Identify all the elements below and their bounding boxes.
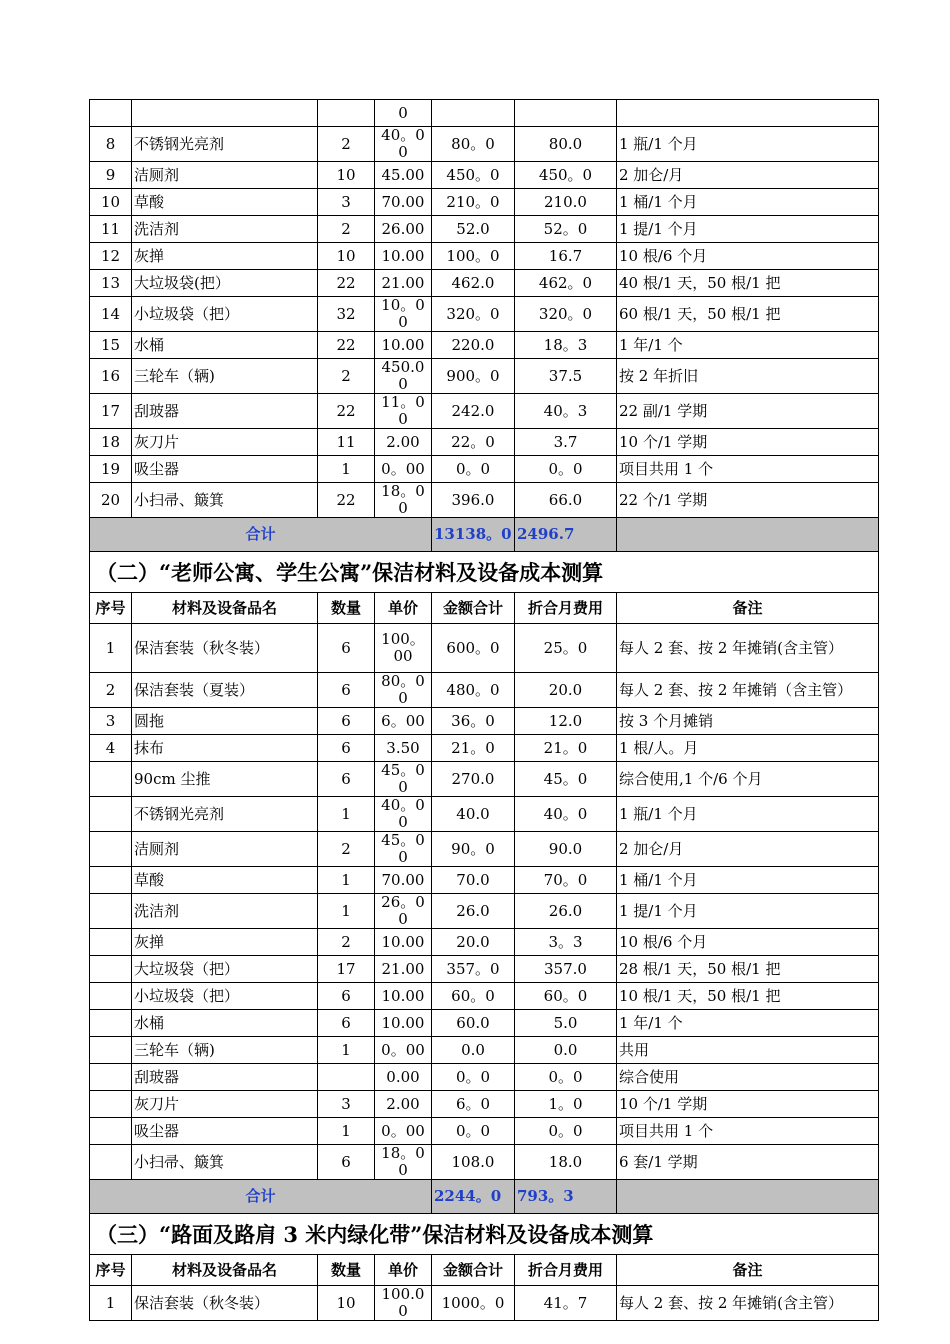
- table-row: [90, 1037, 879, 1064]
- item-amount: 220.0: [432, 332, 515, 359]
- item-unit-price: 21.00: [375, 956, 432, 983]
- column-header-qty: 数量: [318, 593, 375, 624]
- row-number: 10: [90, 189, 132, 216]
- item-unit-price: 26。00: [375, 894, 432, 929]
- table-row: [90, 1010, 879, 1037]
- row-number: 14: [90, 297, 132, 332]
- total-monthly-cost: 2496.7: [515, 518, 617, 552]
- row-number: [90, 983, 132, 1010]
- item-amount: 26.0: [432, 894, 515, 929]
- item-name: 灰刀片: [132, 1091, 318, 1118]
- item-monthly-cost: [515, 100, 617, 127]
- row-number: 15: [90, 332, 132, 359]
- item-quantity: 11: [318, 429, 375, 456]
- item-unit-price: 21.00: [375, 270, 432, 297]
- item-quantity: 1: [318, 797, 375, 832]
- item-name: 灰刀片: [132, 429, 318, 456]
- row-number: 3: [90, 708, 132, 735]
- item-monthly-cost: 21。0: [515, 735, 617, 762]
- item-note: 10 个/1 学期: [617, 1091, 879, 1118]
- row-number: 18: [90, 429, 132, 456]
- table-body: [90, 100, 879, 1321]
- item-name: 吸尘器: [132, 1118, 318, 1145]
- item-monthly-cost: 5.0: [515, 1010, 617, 1037]
- item-amount: 90。0: [432, 832, 515, 867]
- item-monthly-cost: 12.0: [515, 708, 617, 735]
- item-name: 小扫帚、簸箕: [132, 483, 318, 518]
- column-header-name: 材料及设备品名: [132, 593, 318, 624]
- item-amount: 52.0: [432, 216, 515, 243]
- item-note: 2 加仑/月: [617, 832, 879, 867]
- item-name: 保洁套装（秋冬装）: [132, 624, 318, 673]
- row-number: [90, 797, 132, 832]
- item-amount: 900。0: [432, 359, 515, 394]
- item-unit-price: 10.00: [375, 1010, 432, 1037]
- item-quantity: 2: [318, 832, 375, 867]
- item-unit-price: 45.00: [375, 162, 432, 189]
- item-amount: 60.0: [432, 1010, 515, 1037]
- item-amount: 100。0: [432, 243, 515, 270]
- row-number: [90, 762, 132, 797]
- row-number: 19: [90, 456, 132, 483]
- item-unit-price: 45。00: [375, 762, 432, 797]
- item-amount: 450。0: [432, 162, 515, 189]
- row-number: [90, 1037, 132, 1064]
- item-monthly-cost: 18。3: [515, 332, 617, 359]
- total-label: 合计: [90, 518, 432, 552]
- item-monthly-cost: 60。0: [515, 983, 617, 1010]
- row-number: 12: [90, 243, 132, 270]
- item-amount: 108.0: [432, 1145, 515, 1180]
- item-note: 28 根/1 天，50 根/1 把: [617, 956, 879, 983]
- section-title: （三）“路面及路肩 3 米内绿化带”保洁材料及设备成本测算: [90, 1214, 879, 1255]
- section-title-row-2: [90, 552, 879, 593]
- item-note: 每人 2 套、按 2 年摊销(含主管）: [617, 1286, 879, 1321]
- row-number: 1: [90, 624, 132, 673]
- table-row: [90, 673, 879, 708]
- item-monthly-cost: 0.0: [515, 1037, 617, 1064]
- item-monthly-cost: 0。0: [515, 1064, 617, 1091]
- item-amount: 210。0: [432, 189, 515, 216]
- column-header-note: 备注: [617, 1255, 879, 1286]
- column-header-qty: 数量: [318, 1255, 375, 1286]
- item-name: 草酸: [132, 867, 318, 894]
- table-row: [90, 189, 879, 216]
- item-monthly-cost: 20.0: [515, 673, 617, 708]
- table-row: [90, 1286, 879, 1321]
- item-name: 洁厕剂: [132, 162, 318, 189]
- item-note: 1 桶/1 个月: [617, 189, 879, 216]
- item-amount: 396.0: [432, 483, 515, 518]
- item-note: 综合使用,1 个/6 个月: [617, 762, 879, 797]
- row-number: [90, 867, 132, 894]
- item-monthly-cost: 25。0: [515, 624, 617, 673]
- item-note: 每人 2 套、按 2 年摊销(含主管）: [617, 624, 879, 673]
- item-name: 圆拖: [132, 708, 318, 735]
- section-title-row-3: [90, 1214, 879, 1255]
- item-monthly-cost: 462。0: [515, 270, 617, 297]
- item-quantity: 6: [318, 983, 375, 1010]
- item-name: 保洁套装（夏装）: [132, 673, 318, 708]
- item-name: 灰掸: [132, 243, 318, 270]
- item-monthly-cost: 1。0: [515, 1091, 617, 1118]
- item-name: 刮玻器: [132, 394, 318, 429]
- item-note: 1 瓶/1 个月: [617, 797, 879, 832]
- table-row: [90, 332, 879, 359]
- item-quantity: 22: [318, 332, 375, 359]
- item-quantity: 6: [318, 735, 375, 762]
- item-amount: 22。0: [432, 429, 515, 456]
- item-quantity: 6: [318, 762, 375, 797]
- item-amount: 6。0: [432, 1091, 515, 1118]
- item-note: 60 根/1 天，50 根/1 把: [617, 297, 879, 332]
- item-amount: 462.0: [432, 270, 515, 297]
- row-number: [90, 1145, 132, 1180]
- item-name: 洗洁剂: [132, 894, 318, 929]
- item-note: 项目共用 1 个: [617, 456, 879, 483]
- item-quantity: 10: [318, 243, 375, 270]
- item-unit-price: 40。00: [375, 127, 432, 162]
- item-monthly-cost: 66.0: [515, 483, 617, 518]
- item-monthly-cost: 18.0: [515, 1145, 617, 1180]
- item-amount: [432, 100, 515, 127]
- table-row: [90, 1118, 879, 1145]
- table-row: [90, 762, 879, 797]
- item-monthly-cost: 90.0: [515, 832, 617, 867]
- item-amount: 1000。0: [432, 1286, 515, 1321]
- item-amount: 21。0: [432, 735, 515, 762]
- item-name: 不锈钢光亮剂: [132, 797, 318, 832]
- item-name: 水桶: [132, 332, 318, 359]
- item-name: 灰掸: [132, 929, 318, 956]
- table-row: [90, 624, 879, 673]
- row-number: [90, 1010, 132, 1037]
- item-quantity: 6: [318, 624, 375, 673]
- column-header-monthly: 折合月费用: [515, 1255, 617, 1286]
- row-number: [90, 956, 132, 983]
- row-number: 1: [90, 1286, 132, 1321]
- row-number: 9: [90, 162, 132, 189]
- item-monthly-cost: 52。0: [515, 216, 617, 243]
- table-row: [90, 735, 879, 762]
- item-quantity: 2: [318, 929, 375, 956]
- item-quantity: 10: [318, 1286, 375, 1321]
- item-unit-price: 0。00: [375, 1037, 432, 1064]
- item-unit-price: 6。00: [375, 708, 432, 735]
- item-unit-price: 10.00: [375, 983, 432, 1010]
- item-note: 10 根/6 个月: [617, 243, 879, 270]
- item-monthly-cost: 210.0: [515, 189, 617, 216]
- item-unit-price: 10.00: [375, 243, 432, 270]
- item-quantity: 22: [318, 483, 375, 518]
- item-note: 1 根/人。月: [617, 735, 879, 762]
- item-note: 10 根/1 天，50 根/1 把: [617, 983, 879, 1010]
- total-monthly-cost: 793。3: [515, 1180, 617, 1214]
- item-monthly-cost: 320。0: [515, 297, 617, 332]
- column-header-note: 备注: [617, 593, 879, 624]
- item-amount: 20.0: [432, 929, 515, 956]
- item-quantity: 10: [318, 162, 375, 189]
- total-label: 合计: [90, 1180, 432, 1214]
- table-row: [90, 270, 879, 297]
- item-quantity: 6: [318, 1145, 375, 1180]
- item-amount: 70.0: [432, 867, 515, 894]
- row-number: [90, 100, 132, 127]
- item-monthly-cost: 37.5: [515, 359, 617, 394]
- table-row: [90, 297, 879, 332]
- item-name: 三轮车（辆): [132, 1037, 318, 1064]
- column-header-amount: 金额合计: [432, 593, 515, 624]
- item-unit-price: 18。00: [375, 1145, 432, 1180]
- table-row: [90, 243, 879, 270]
- item-amount: 270.0: [432, 762, 515, 797]
- row-number: [90, 1091, 132, 1118]
- item-name: 大垃圾袋（把）: [132, 956, 318, 983]
- item-quantity: [318, 1064, 375, 1091]
- item-unit-price: 40。00: [375, 797, 432, 832]
- row-number: 4: [90, 735, 132, 762]
- item-quantity: 6: [318, 708, 375, 735]
- item-note: 22 副/1 学期: [617, 394, 879, 429]
- item-quantity: 1: [318, 456, 375, 483]
- row-number: [90, 1118, 132, 1145]
- item-note: [617, 100, 879, 127]
- item-note: 每人 2 套、按 2 年摊销（含主管）: [617, 673, 879, 708]
- table-row: [90, 708, 879, 735]
- item-amount: 320。0: [432, 297, 515, 332]
- item-note: 项目共用 1 个: [617, 1118, 879, 1145]
- item-monthly-cost: 41。7: [515, 1286, 617, 1321]
- item-name: 洗洁剂: [132, 216, 318, 243]
- item-unit-price: 100。00: [375, 624, 432, 673]
- item-unit-price: 10.00: [375, 929, 432, 956]
- column-header-no: 序号: [90, 593, 132, 624]
- item-amount: 0。0: [432, 1064, 515, 1091]
- item-name: 草酸: [132, 189, 318, 216]
- item-monthly-cost: 45。0: [515, 762, 617, 797]
- item-note: 1 提/1 个月: [617, 216, 879, 243]
- item-unit-price: 2.00: [375, 1091, 432, 1118]
- item-monthly-cost: 3。3: [515, 929, 617, 956]
- item-monthly-cost: 80.0: [515, 127, 617, 162]
- row-number: [90, 1064, 132, 1091]
- item-name: 保洁套装（秋冬装）: [132, 1286, 318, 1321]
- row-number: [90, 929, 132, 956]
- item-note: 共用: [617, 1037, 879, 1064]
- table-row: [90, 456, 879, 483]
- total-amount: 13138。0: [432, 518, 515, 552]
- item-unit-price: 0。00: [375, 1118, 432, 1145]
- item-quantity: 17: [318, 956, 375, 983]
- table-row: [90, 162, 879, 189]
- row-number: 16: [90, 359, 132, 394]
- item-unit-price: 3.50: [375, 735, 432, 762]
- item-unit-price: 2.00: [375, 429, 432, 456]
- item-amount: 36。0: [432, 708, 515, 735]
- item-note: 10 根/6 个月: [617, 929, 879, 956]
- item-quantity: 32: [318, 297, 375, 332]
- total-note-empty: [617, 518, 879, 552]
- table-row: [90, 100, 879, 127]
- item-amount: 40.0: [432, 797, 515, 832]
- table-row: [90, 1064, 879, 1091]
- item-note: 2 加仑/月: [617, 162, 879, 189]
- item-name: 洁厕剂: [132, 832, 318, 867]
- item-quantity: 2: [318, 127, 375, 162]
- total-row: [90, 1180, 879, 1214]
- item-name: 三轮车（辆): [132, 359, 318, 394]
- item-unit-price: 450.00: [375, 359, 432, 394]
- item-name: [132, 100, 318, 127]
- item-note: 按 3 个月摊销: [617, 708, 879, 735]
- item-amount: 600。0: [432, 624, 515, 673]
- row-number: 2: [90, 673, 132, 708]
- table-header-row: [90, 593, 879, 624]
- item-monthly-cost: 3.7: [515, 429, 617, 456]
- row-number: 17: [90, 394, 132, 429]
- item-name: 小垃圾袋（把）: [132, 297, 318, 332]
- item-quantity: 6: [318, 1010, 375, 1037]
- item-monthly-cost: 16.7: [515, 243, 617, 270]
- cost-document: [89, 99, 878, 1321]
- item-quantity: 1: [318, 1118, 375, 1145]
- table-header-row: [90, 1255, 879, 1286]
- item-name: 小扫帚、簸箕: [132, 1145, 318, 1180]
- item-monthly-cost: 357.0: [515, 956, 617, 983]
- item-note: 1 年/1 个: [617, 332, 879, 359]
- item-unit-price: 10.00: [375, 332, 432, 359]
- item-note: 1 桶/1 个月: [617, 867, 879, 894]
- item-amount: 80。0: [432, 127, 515, 162]
- item-monthly-cost: 450。0: [515, 162, 617, 189]
- item-name: 小垃圾袋（把）: [132, 983, 318, 1010]
- row-number: 13: [90, 270, 132, 297]
- column-header-name: 材料及设备品名: [132, 1255, 318, 1286]
- item-unit-price: 26.00: [375, 216, 432, 243]
- item-monthly-cost: 40。0: [515, 797, 617, 832]
- item-unit-price: 45。00: [375, 832, 432, 867]
- item-name: 吸尘器: [132, 456, 318, 483]
- item-monthly-cost: 26.0: [515, 894, 617, 929]
- total-note-empty: [617, 1180, 879, 1214]
- item-name: 不锈钢光亮剂: [132, 127, 318, 162]
- item-unit-price: 100.00: [375, 1286, 432, 1321]
- table-row: [90, 483, 879, 518]
- item-name: 抹布: [132, 735, 318, 762]
- item-monthly-cost: 40。3: [515, 394, 617, 429]
- item-amount: 0.0: [432, 1037, 515, 1064]
- item-unit-price: 70.00: [375, 867, 432, 894]
- column-header-price: 单价: [375, 1255, 432, 1286]
- item-unit-price: 70.00: [375, 189, 432, 216]
- item-quantity: 6: [318, 673, 375, 708]
- table-row: [90, 127, 879, 162]
- row-number: 11: [90, 216, 132, 243]
- item-monthly-cost: 70。0: [515, 867, 617, 894]
- item-quantity: 22: [318, 270, 375, 297]
- column-header-price: 单价: [375, 593, 432, 624]
- item-quantity: 22: [318, 394, 375, 429]
- item-note: 22 个/1 学期: [617, 483, 879, 518]
- item-note: 1 年/1 个: [617, 1010, 879, 1037]
- item-unit-price: 11。00: [375, 394, 432, 429]
- item-quantity: 2: [318, 216, 375, 243]
- item-name: 水桶: [132, 1010, 318, 1037]
- item-unit-price: 80。00: [375, 673, 432, 708]
- row-number: [90, 894, 132, 929]
- table-row: [90, 832, 879, 867]
- table-row: [90, 394, 879, 429]
- item-note: 1 瓶/1 个月: [617, 127, 879, 162]
- item-note: 综合使用: [617, 1064, 879, 1091]
- item-unit-price: 0。00: [375, 456, 432, 483]
- column-header-no: 序号: [90, 1255, 132, 1286]
- item-note: 6 套/1 学期: [617, 1145, 879, 1180]
- table-row: [90, 929, 879, 956]
- item-monthly-cost: 0。0: [515, 456, 617, 483]
- item-amount: 0。0: [432, 456, 515, 483]
- item-amount: 480。0: [432, 673, 515, 708]
- item-quantity: 3: [318, 1091, 375, 1118]
- item-quantity: 1: [318, 894, 375, 929]
- table-row: [90, 429, 879, 456]
- item-amount: 0。0: [432, 1118, 515, 1145]
- item-unit-price: 0.00: [375, 1064, 432, 1091]
- table-row: [90, 216, 879, 243]
- item-unit-price: 10。00: [375, 297, 432, 332]
- total-row: [90, 518, 879, 552]
- item-quantity: [318, 100, 375, 127]
- item-note: 按 2 年折旧: [617, 359, 879, 394]
- item-name: 大垃圾袋(把）: [132, 270, 318, 297]
- section-title: （二）“老师公寓、学生公寓”保洁材料及设备成本测算: [90, 552, 879, 593]
- row-number: 20: [90, 483, 132, 518]
- table-row: [90, 1091, 879, 1118]
- table-row: [90, 359, 879, 394]
- item-monthly-cost: 0。0: [515, 1118, 617, 1145]
- item-quantity: 1: [318, 1037, 375, 1064]
- row-number: [90, 832, 132, 867]
- column-header-amount: 金额合计: [432, 1255, 515, 1286]
- table-row: [90, 983, 879, 1010]
- table-row: [90, 797, 879, 832]
- item-note: 10 个/1 学期: [617, 429, 879, 456]
- total-amount: 2244。0: [432, 1180, 515, 1214]
- table-row: [90, 867, 879, 894]
- item-quantity: 1: [318, 867, 375, 894]
- item-quantity: 2: [318, 359, 375, 394]
- item-amount: 242.0: [432, 394, 515, 429]
- table-row: [90, 894, 879, 929]
- item-name: 90cm 尘推: [132, 762, 318, 797]
- item-quantity: 3: [318, 189, 375, 216]
- item-amount: 60。0: [432, 983, 515, 1010]
- column-header-monthly: 折合月费用: [515, 593, 617, 624]
- row-number: 8: [90, 127, 132, 162]
- table-row: [90, 956, 879, 983]
- item-amount: 357。0: [432, 956, 515, 983]
- item-name: 刮玻器: [132, 1064, 318, 1091]
- item-unit-price: 0: [375, 100, 432, 127]
- cost-table: [89, 99, 879, 1321]
- item-note: 1 提/1 个月: [617, 894, 879, 929]
- item-unit-price: 18。00: [375, 483, 432, 518]
- table-row: [90, 1145, 879, 1180]
- item-note: 40 根/1 天，50 根/1 把: [617, 270, 879, 297]
